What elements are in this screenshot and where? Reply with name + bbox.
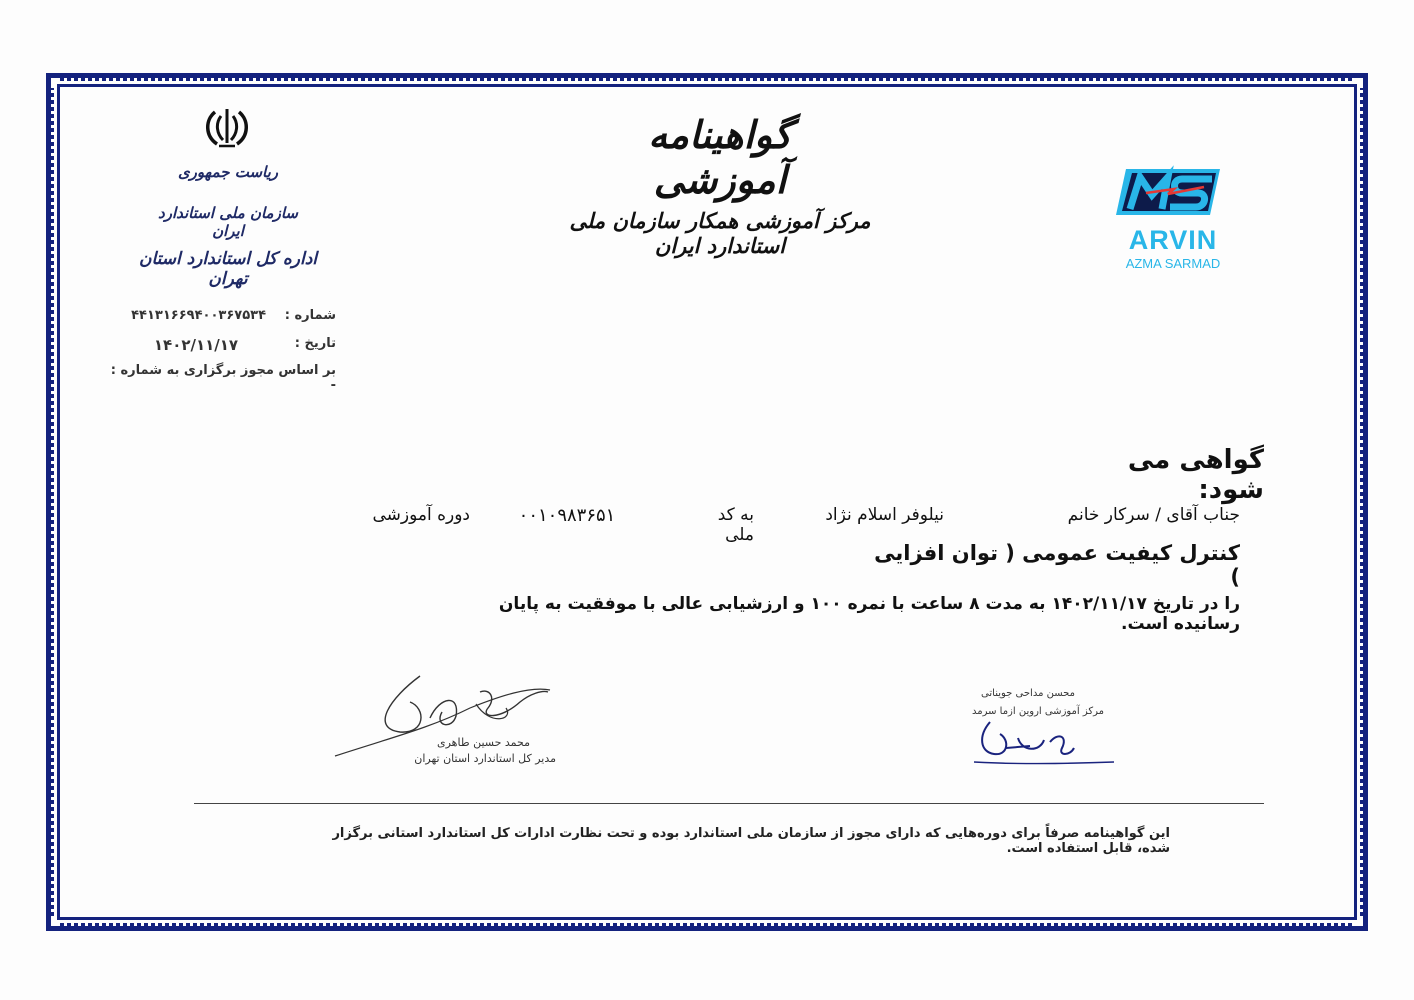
- date-value: ۱۴۰۲/۱۱/۱۷: [153, 336, 239, 354]
- course-label: دوره آموزشی: [372, 505, 470, 525]
- border-dash-bottom: [60, 923, 1354, 926]
- right-signer-title: مرکز آموزشی اروین ازما سرمد: [971, 706, 1105, 717]
- org-line-presidency: ریاست جمهوری: [177, 163, 279, 181]
- number-value: ۴۴۱۳۱۶۶۹۴۰۰۳۶۷۵۳۴: [131, 308, 266, 323]
- logo-name: ARVIN: [1128, 225, 1218, 255]
- org-line-standard-org: سازمان ملی استاندارد ایران: [158, 204, 298, 240]
- border-dash-right: [1360, 88, 1363, 916]
- border-dash-top: [60, 78, 1354, 81]
- certifies-heading: گواهی می شود:: [1127, 445, 1264, 505]
- left-signer-title: مدیر کل استاندارد استان تهران: [414, 752, 556, 765]
- footer-note: این گواهینامه صرفاً برای دوره‌هایی که دارای مجوز از سازمان ملی استاندارد بوده و تحت نظارت ادارات کل استاندارد استانی برگزار شده، قابل استفاده است.: [332, 826, 1170, 856]
- left-signer-name: محمد حسین طاهری: [436, 736, 530, 749]
- org-line-tehran-office: اداره کل استاندارد استان تهران: [138, 249, 318, 289]
- right-signature-icon: [970, 718, 1120, 768]
- certificate-title: گواهینامه آموزشی: [648, 112, 792, 202]
- national-code: ۰۰۱۰۹۸۳۶۵۱: [518, 505, 616, 526]
- logo-tagline: AZMA SARMAD: [1125, 256, 1221, 271]
- number-label: شماره :: [284, 308, 336, 323]
- salutation: جناب آقای / سرکار خانم: [1067, 505, 1240, 525]
- date-label: تاریخ :: [294, 336, 336, 351]
- person-name: نیلوفر اسلام نژاد: [825, 505, 944, 525]
- arvin-logo-mark-icon: [1112, 165, 1234, 227]
- course-name: کنترل کیفیت عمومی ( توان افزایی ): [874, 541, 1240, 589]
- national-code-label: به کد ملی: [717, 505, 754, 545]
- right-signer-name: محسن مداحی جویناتی: [981, 688, 1075, 699]
- footer-divider: [194, 803, 1264, 804]
- license-label: بر اساس مجوز برگزاری به شماره : -: [110, 363, 336, 393]
- certificate-subtitle: مرکز آموزشی همکار سازمان ملی استاندارد ایران: [569, 208, 871, 258]
- completion-text: را در تاریخ ۱۴۰۲/۱۱/۱۷ به مدت ۸ ساعت با نمره ۱۰۰ و ارزشیابی عالی با موفقیت به پایان رسانیده است.: [498, 594, 1240, 634]
- iran-emblem-icon: [203, 106, 251, 150]
- border-dash-left: [51, 88, 54, 916]
